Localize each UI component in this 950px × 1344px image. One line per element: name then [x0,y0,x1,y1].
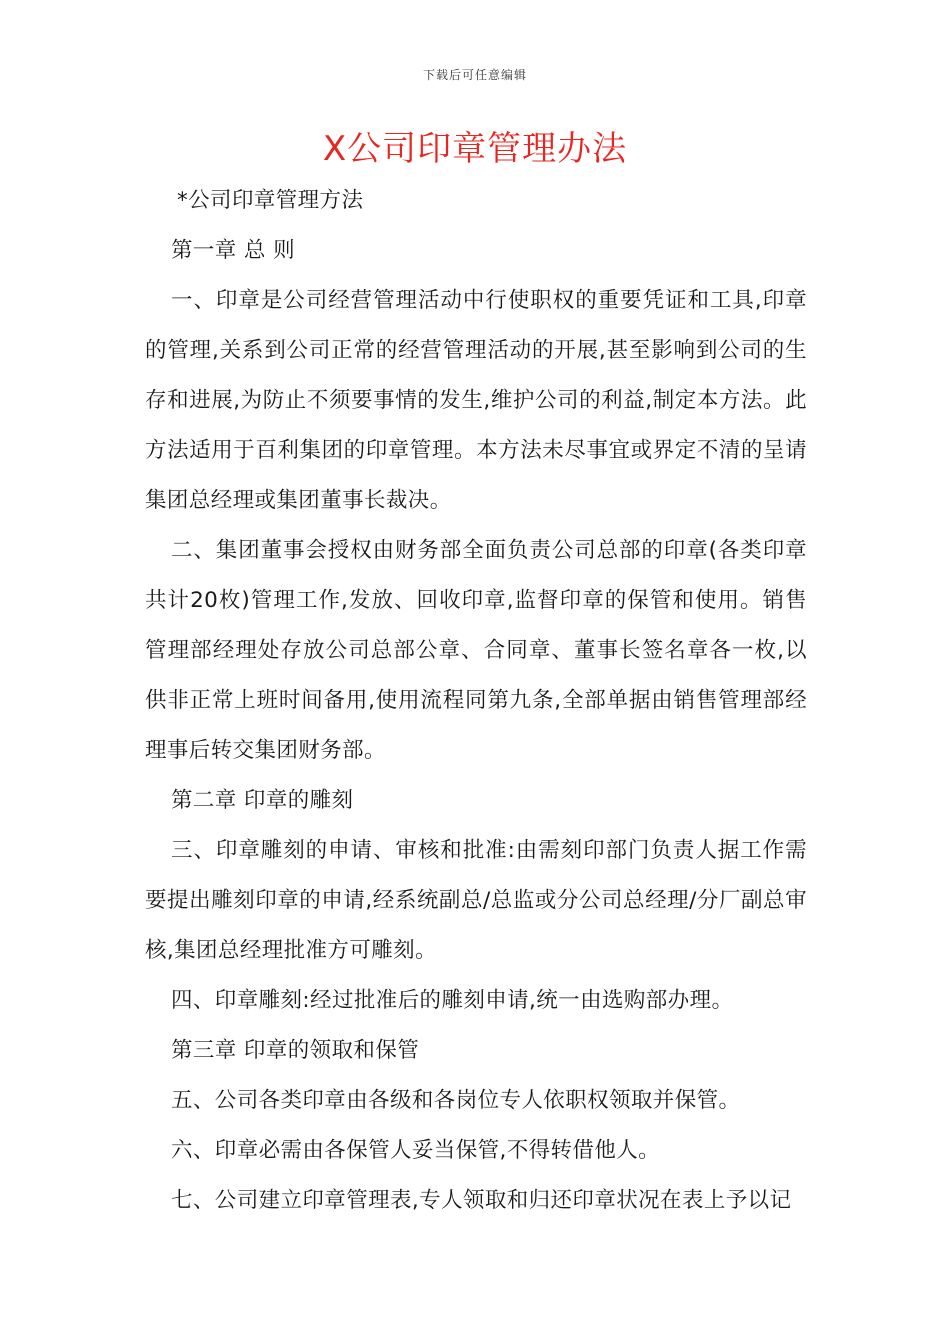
chapter-heading: 第二章 印章的雕刻 [171,788,354,813]
header-note: 下载后可任意编辑 [422,68,527,82]
document-subtitle: *公司印章管理方法 [177,188,364,213]
chapter-heading: 第三章 印章的领取和保管 [171,1038,420,1063]
document-body [145,176,807,1226]
paragraph: 四、印章雕刻:经过批准后的雕刻申请,统一由选购部办理。 [171,988,734,1013]
chapter-heading: 第一章 总 则 [171,238,295,263]
paragraph: 二、集团董事会授权由财务部全面负责公司总部的印章(各类印章共计20枚)管理工作,发放、回收印章,监督印章的保管和使用。销售管理部经理处存放公司总部公章、合同章、董事长签名章各一枚,以供非正常上班时间备用,使用流程同第九条,全部单据由销售管理部经理事后转交集团财务部。 [145,538,807,763]
paragraph: 七、公司建立印章管理表,专人领取和归还印章状况在表上予以记 [171,1188,792,1213]
document-title: X公司印章管理办法 [322,129,628,169]
paragraph: 六、印章必需由各保管人妥当保管,不得转借他人。 [171,1138,661,1163]
paragraph: 一、印章是公司经营管理活动中行使职权的重要凭证和工具,印章的管理,关系到公司正常的经营管理活动的开展,甚至影响到公司的生存和进展,为防止不须要事情的发生,维护公司的利益,制定本方法。此方法适用于百利集团的印章管理。本方法未尽事宜或界定不清的呈请集团总经理或集团董事长裁决。 [145,288,807,513]
paragraph: 五、公司各类印章由各级和各岗位专人依职权领取并保管。 [171,1088,741,1113]
paragraph: 三、印章雕刻的申请、审核和批准:由需刻印部门负责人据工作需要提出雕刻印章的申请,经系统副总/总监或分公司总经理/分厂副总审核,集团总经理批准方可雕刻。 [145,838,807,963]
